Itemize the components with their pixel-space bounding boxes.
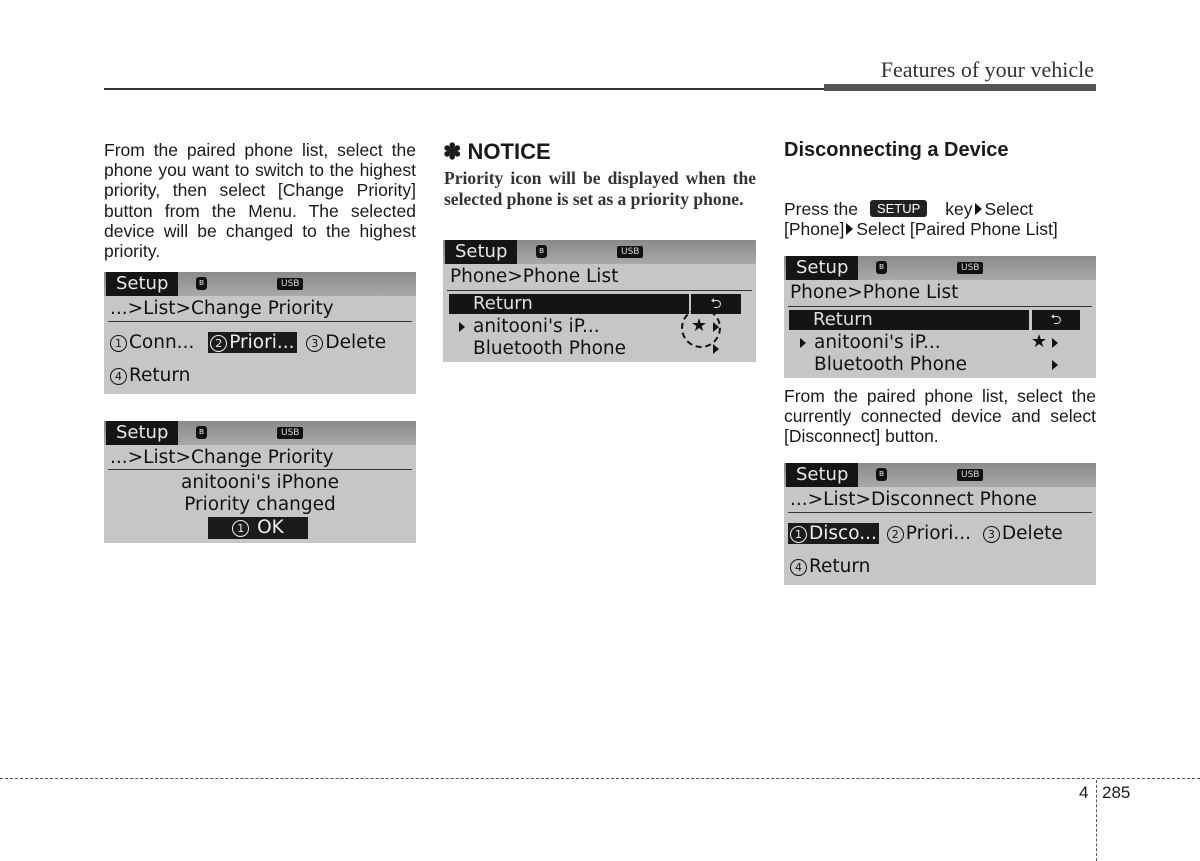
- selector-arrow-icon: [459, 322, 465, 332]
- lcd-return-row[interactable]: Return: [789, 310, 1029, 330]
- page-number: 285: [1102, 783, 1131, 802]
- arrow-right-icon: [846, 223, 853, 235]
- header-rule-accent: [824, 84, 1096, 91]
- option-label: Disco...: [809, 523, 877, 544]
- highlight-circle: [681, 308, 721, 348]
- lcd-status-message: Priority changed: [184, 494, 336, 515]
- col3-instruction: [784, 199, 1096, 239]
- lcd-path: Phone>Phone List: [790, 282, 959, 303]
- lcd-screen-disconnect: [784, 463, 1096, 585]
- bluetooth-icon: ʙ: [196, 277, 207, 290]
- lcd-phone-item[interactable]: anitooni's iP...: [814, 332, 941, 353]
- chevron-right-icon: [1052, 338, 1058, 348]
- ok-label: OK: [257, 517, 284, 538]
- num-4-icon: 4: [110, 368, 127, 385]
- instr-text: Select [Paired Phone List]: [856, 219, 1058, 240]
- option-label: Delete: [1001, 523, 1063, 544]
- lcd-option-delete[interactable]: [306, 332, 386, 353]
- lcd-ok-button[interactable]: [208, 517, 308, 539]
- lcd-title: Setup: [106, 272, 178, 296]
- num-1-icon: 1: [110, 335, 127, 352]
- section-heading: Disconnecting a Device: [784, 139, 1009, 161]
- option-label: Return: [129, 365, 191, 386]
- footer-rule: [0, 778, 1200, 779]
- instr-text: Press the: [784, 199, 858, 219]
- option-label: Priori...: [229, 332, 295, 353]
- lcd-option-return[interactable]: [790, 556, 870, 578]
- instr-text: key: [945, 199, 973, 219]
- num-1-icon: 1: [790, 526, 807, 543]
- bluetooth-icon: ʙ: [196, 426, 207, 439]
- usb-icon: USB: [277, 427, 303, 439]
- num-1-icon: 1: [232, 520, 249, 537]
- num-3-icon: 3: [306, 335, 323, 352]
- running-header: Features of your vehicle: [880, 57, 1094, 82]
- setup-key-badge: SETUP: [870, 200, 927, 217]
- lcd-screen-phone-list-notice: [443, 240, 756, 362]
- lcd-title: Setup: [445, 240, 517, 264]
- col3-paragraph: From the paired phone list, select the currently connected device and select [Disconnect] button.: [784, 386, 1096, 447]
- lcd-title: Setup: [106, 421, 178, 445]
- lcd-divider: [788, 512, 1092, 513]
- usb-icon: USB: [957, 262, 983, 274]
- bluetooth-icon: ʙ: [876, 468, 887, 481]
- return-icon[interactable]: ⮌: [691, 294, 741, 314]
- lcd-option-delete[interactable]: [983, 523, 1063, 544]
- lcd-options-row: [788, 523, 1063, 545]
- option-label: Return: [809, 556, 871, 577]
- notice-body: Priority icon will be displayed when the selected phone is set as a priority phone.: [444, 168, 756, 209]
- usb-icon: USB: [617, 246, 643, 258]
- chevron-right-icon: [713, 344, 719, 354]
- usb-icon: USB: [957, 469, 983, 481]
- instr-text: [Phone]: [784, 219, 845, 240]
- footer-divider: [1096, 780, 1097, 861]
- priority-star-icon: ★: [691, 315, 708, 336]
- num-3-icon: 3: [983, 526, 1000, 543]
- chevron-right-icon: [1052, 360, 1058, 370]
- bluetooth-icon: ʙ: [536, 245, 547, 258]
- instr-text: Select: [984, 199, 1034, 219]
- option-label: Delete: [325, 332, 387, 353]
- lcd-option-disconnect[interactable]: [788, 523, 879, 544]
- lcd-return-row[interactable]: Return: [449, 294, 689, 314]
- notice-heading: ✽ NOTICE: [443, 139, 551, 164]
- priority-star-icon: ★: [1031, 331, 1048, 352]
- option-label: Conn...: [129, 332, 195, 353]
- lcd-phone-item[interactable]: Bluetooth Phone: [473, 338, 626, 359]
- usb-icon: USB: [277, 278, 303, 290]
- option-label: Priori...: [905, 523, 972, 544]
- col1-paragraph: From the paired phone list, select the phone you want to switch to the highest priority, then select [Change Priority] button from the Menu. The selected device will be changed to the highest priority.: [104, 140, 416, 262]
- lcd-divider: [788, 306, 1092, 307]
- selector-arrow-icon: [800, 338, 806, 348]
- lcd-path: ...>List>Change Priority: [110, 298, 334, 319]
- lcd-screen-priority-changed: [104, 421, 416, 543]
- lcd-title: Setup: [786, 256, 858, 280]
- lcd-phone-item[interactable]: anitooni's iP...: [473, 316, 600, 337]
- lcd-option-connect[interactable]: [110, 332, 194, 353]
- num-4-icon: 4: [790, 559, 807, 576]
- num-2-icon: 2: [887, 526, 904, 543]
- lcd-option-return[interactable]: [110, 365, 190, 387]
- lcd-title: Setup: [786, 463, 858, 487]
- lcd-phone-item[interactable]: Bluetooth Phone: [814, 354, 967, 375]
- lcd-path: Phone>Phone List: [450, 266, 619, 287]
- bluetooth-icon: ʙ: [876, 261, 887, 274]
- lcd-divider: [108, 469, 412, 470]
- num-2-icon: 2: [210, 335, 227, 352]
- lcd-screen-change-priority: [104, 272, 416, 394]
- lcd-screen-phone-list: [784, 256, 1096, 378]
- lcd-path: ...>List>Disconnect Phone: [790, 489, 1037, 510]
- chapter-number: 4: [1079, 783, 1089, 802]
- return-icon[interactable]: ⮌: [1032, 310, 1080, 330]
- lcd-divider: [108, 321, 412, 322]
- lcd-options-row: [110, 332, 386, 354]
- arrow-right-icon: [975, 203, 982, 215]
- lcd-path: ...>List>Change Priority: [110, 447, 334, 468]
- lcd-divider: [447, 290, 752, 291]
- header-rule: [104, 88, 824, 90]
- lcd-option-priority[interactable]: [208, 332, 296, 353]
- lcd-option-priority[interactable]: [887, 523, 971, 544]
- lcd-device-name: anitooni's iPhone: [180, 472, 339, 493]
